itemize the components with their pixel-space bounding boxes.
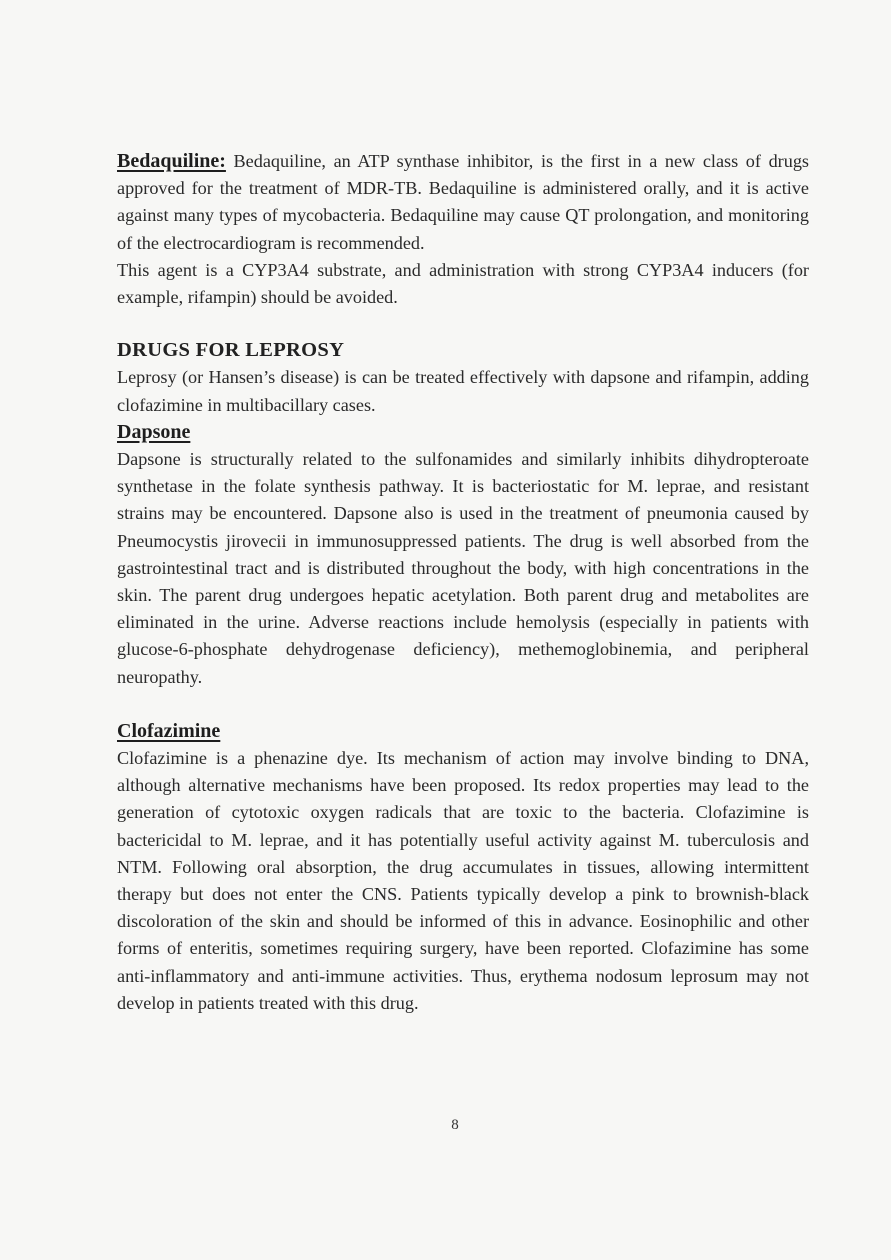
page-content bbox=[117, 148, 809, 1017]
bedaquiline-paragraph bbox=[117, 148, 809, 257]
bedaquiline-text: Bedaquiline, an ATP synthase inhibitor, is the first in a new class of drugs approved for the treatment of MDR-TB. Bedaquiline is administered orally, and it is active against many types of mycobacteria. Bedaquiline may cause QT prolongation, and monitoring of the electrocardiogram is recommended. bbox=[117, 151, 809, 253]
page-number: 8 bbox=[451, 1117, 459, 1133]
spacer bbox=[117, 311, 809, 337]
leprosy-intro-paragraph: Leprosy (or Hansen’s disease) is can be treated effectively with dapsone and rifampin, adding clofazimine in multibacillary cases. bbox=[117, 367, 809, 415]
clofazimine-heading: Clofazimine bbox=[117, 719, 221, 742]
spacer bbox=[117, 691, 809, 718]
dapsone-heading: Dapsone bbox=[117, 420, 191, 443]
bedaquiline-paragraph-2: This agent is a CYP3A4 substrate, and administration with strong CYP3A4 inducers (for example, rifampin) should be avoided. bbox=[117, 259, 809, 308]
bedaquiline-heading: Bedaquiline: bbox=[117, 150, 226, 172]
dapsone-paragraph: Dapsone is structurally related to the sulfonamides and similarly inhibits dihydropteroate synthetase in the folate synthesis pathway. It is bacteriostatic for M. leprae, and resistant strains may be encountered. Dapsone also is used in the treatment of pneumonia caused by Pneumocystis jirovecii in immunosuppressed patients. The drug is well absorbed from the gastrointestinal tract and is distributed throughout the body, with high concentrations in the skin. The parent drug undergoes hepatic acetylation. Both parent drug and metabolites are eliminated in the urine. Adverse reactions include hemolysis (especially in patients with glucose-6-phosphate dehydrogenase deficiency), methemoglobinemia, and peripheral neuropathy. bbox=[117, 449, 809, 687]
clofazimine-paragraph: Clofazimine is a phenazine dye. Its mechanism of action may involve binding to DNA, although alternative mechanisms have been proposed. Its redox properties may lead to the generation of cytotoxic oxygen radicals that are toxic to the bacteria. Clofazimine is bactericidal to M. leprae, and it has potentially useful activity against M. tuberculosis and NTM. Following oral absorption, the drug accumulates in tissues, allowing intermittent therapy but does not enter the CNS. Patients typically develop a pink to brownish-black discoloration of the skin and should be informed of this in advance. Eosinophilic and other forms of enteritis, sometimes requiring surgery, have been reported. Clofazimine has some anti-inflammatory and anti-immune activities. Thus, erythema nodosum leprosum may not develop in patients treated with this drug. bbox=[117, 748, 809, 1013]
leprosy-section-heading: DRUGS FOR LEPROSY bbox=[117, 339, 345, 362]
